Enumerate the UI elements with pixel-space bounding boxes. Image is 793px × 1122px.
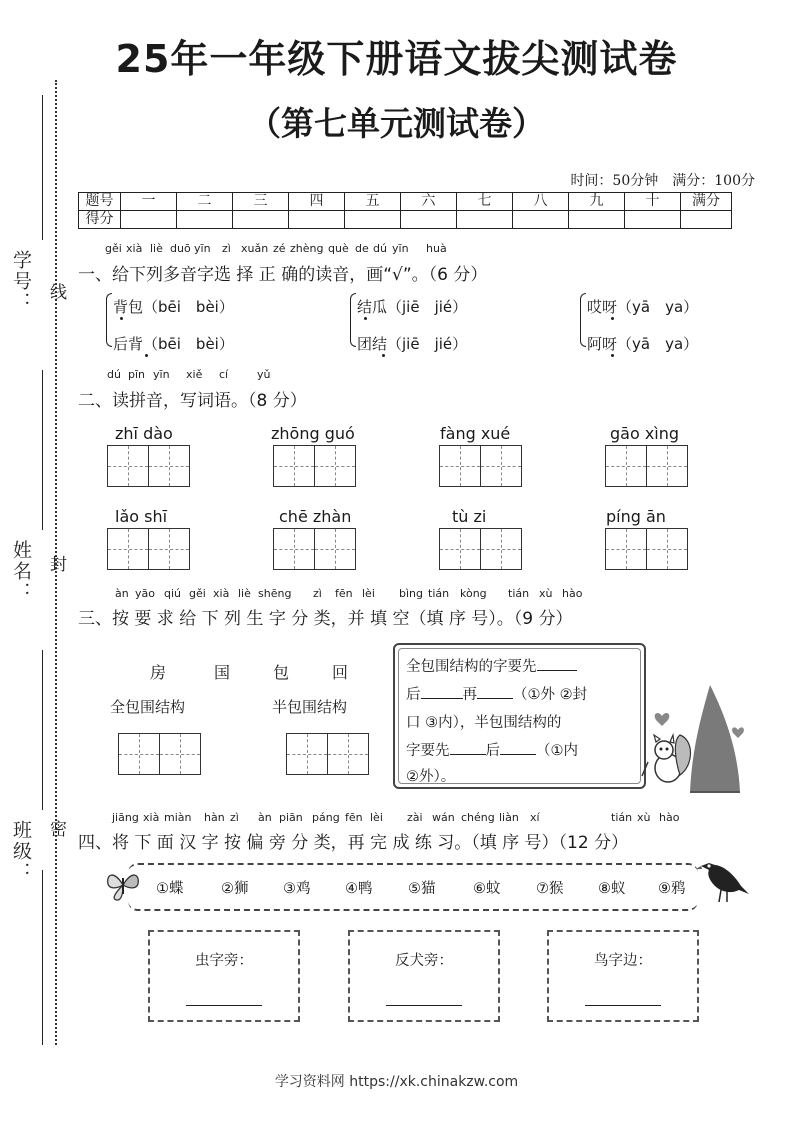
pinyin: fēn: [345, 811, 363, 824]
category-box-bird: [547, 930, 699, 1022]
pinyin: yāo: [135, 587, 155, 600]
rule-text: （①内: [536, 743, 578, 759]
pinyin: zì: [222, 242, 231, 255]
category-label: 鸟字边：: [594, 953, 652, 969]
score-header-row: [79, 193, 732, 211]
pinyin: lèi: [362, 587, 375, 600]
table-cell: 八: [513, 193, 569, 211]
binding-bottom-line: [42, 870, 43, 1045]
char-item: ③鸡: [283, 881, 311, 897]
pinyin: xí: [530, 811, 540, 824]
rule-text: （①外 ②封: [513, 687, 588, 703]
pinyin: wán: [432, 811, 455, 824]
score-input-cell[interactable]: [625, 211, 681, 229]
pinyin: gěi: [189, 587, 206, 600]
emphasis-dot: [364, 317, 367, 320]
word-pinyin: chē zhàn: [279, 507, 352, 526]
crow-icon: [695, 856, 751, 906]
pinyin: xuǎn: [241, 242, 269, 255]
section-3-title: 三、按 要 求 给 下 列 生 字 分 类，并 填 空（填 序 号）。（9 分）: [78, 609, 573, 629]
char-item: ⑧蚁: [598, 881, 626, 897]
pinyin: àn: [115, 587, 129, 600]
table-cell: 九: [569, 193, 625, 211]
table-cell: 六: [401, 193, 457, 211]
pinyin: yīn: [392, 242, 409, 255]
polyphone-item[interactable]: 阿呀（yā ya）: [587, 335, 699, 353]
pinyin: xià: [126, 242, 143, 255]
rule-text: 全包围结构的字要先: [406, 659, 537, 675]
word-pinyin: zhōng guó: [271, 424, 355, 443]
word-pinyin: tù zi: [452, 507, 487, 526]
category-box-dog: [348, 930, 500, 1022]
sort-char: 回: [332, 663, 349, 682]
rule-text: 字要先: [406, 743, 450, 759]
table-cell: 满分: [681, 193, 732, 211]
pinyin: qiú: [164, 587, 182, 600]
score-input-cell[interactable]: [569, 211, 625, 229]
margin-xian: 线: [46, 283, 66, 300]
polyphone-item[interactable]: 背包（bēi bèi）: [113, 298, 234, 316]
answer-line[interactable]: [585, 1005, 661, 1006]
xingming-line: [42, 370, 43, 530]
pinyin: hào: [562, 587, 583, 600]
pinyin: miàn: [164, 811, 192, 824]
pinyin: dú: [107, 368, 121, 381]
pinyin: tián: [428, 587, 450, 600]
score-row: [79, 211, 732, 229]
pinyin: zì: [230, 811, 239, 824]
rule-line-5: ②外）。: [406, 769, 456, 785]
category-label: 虫字旁：: [195, 953, 253, 969]
section-2-title: 二、读拼音，写词语。（8 分）: [78, 391, 307, 411]
pinyin: dú: [373, 242, 387, 255]
exam-meta: [570, 170, 755, 190]
pinyin: liàn: [499, 811, 519, 824]
pinyin: piān: [279, 811, 303, 824]
pinyin: liè: [238, 587, 251, 600]
full-score-text: 满分：100分: [672, 173, 755, 189]
char-item: ①蝶: [156, 881, 184, 897]
name-label: 姓名：: [10, 540, 32, 603]
rule-line-2: [406, 683, 587, 704]
tianzige[interactable]: [439, 528, 520, 570]
polyphone-item[interactable]: 团结（jiē jié）: [357, 335, 468, 353]
blank[interactable]: [450, 740, 486, 755]
pinyin: hào: [659, 811, 680, 824]
score-input-cell[interactable]: [401, 211, 457, 229]
class-label: 班级：: [10, 820, 32, 883]
word-pinyin: píng ān: [606, 507, 666, 526]
banji-line: [42, 650, 43, 810]
rule-line-1: [406, 655, 577, 676]
pinyin: duō: [170, 242, 191, 255]
word-pinyin: fàng xué: [440, 424, 511, 443]
pinyin: cí: [219, 368, 229, 381]
tianzige[interactable]: [605, 445, 686, 487]
butterfly-icon: [104, 866, 142, 904]
table-cell: 一: [121, 193, 177, 211]
emphasis-dot: [611, 354, 614, 357]
section-1-title-b: 选 择 正 确的读音，画“√”。（6 分）: [214, 265, 488, 285]
brace: [350, 293, 356, 347]
pinyin: yīn: [153, 368, 170, 381]
pinyin: lèi: [370, 811, 383, 824]
char-item: ⑤猫: [408, 881, 436, 897]
score-input-cell[interactable]: [233, 211, 289, 229]
pinyin: zì: [313, 587, 322, 600]
pinyin: hàn: [204, 811, 225, 824]
tianzige[interactable]: [273, 528, 354, 570]
squirrel-tree-illustration: [640, 680, 750, 800]
char-item: ④鸭: [345, 881, 373, 897]
blank[interactable]: [477, 684, 513, 699]
section-1-title: [78, 260, 487, 285]
section-4-title: 四、将 下 面 汉 字 按 偏 旁 分 类，再 完 成 练 习。（填 序 号）（12 分）: [78, 833, 629, 853]
answer-line[interactable]: [386, 1005, 462, 1006]
pinyin: què: [328, 242, 349, 255]
pinyin: zhèng: [290, 242, 324, 255]
pinyin: zài: [407, 811, 423, 824]
table-cell: 四: [289, 193, 345, 211]
pinyin: jiāng: [112, 811, 139, 824]
category-box-insect: [148, 930, 300, 1022]
pinyin: xià: [143, 811, 160, 824]
rule-line-4: [406, 739, 578, 760]
label-half-enclosure: 半包围结构: [272, 698, 348, 716]
answer-box-full[interactable]: [118, 733, 199, 775]
blank[interactable]: [500, 740, 536, 755]
tianzige[interactable]: [107, 445, 188, 487]
polyphone-item[interactable]: 后背（bēi bèi）: [113, 335, 234, 353]
rule-text: 后: [485, 743, 500, 759]
emphasis-dot: [145, 354, 148, 357]
score-input-cell[interactable]: [177, 211, 233, 229]
polyphone-item[interactable]: 哎呀（yā ya）: [587, 298, 699, 316]
page-footer: 学习资料网 https://xk.chinakzw.com: [274, 1074, 519, 1090]
emphasis-dot: [611, 317, 614, 320]
tianzige[interactable]: [439, 445, 520, 487]
score-input-cell[interactable]: [289, 211, 345, 229]
rule-line-3: 口 ③内），半包围结构的: [406, 715, 562, 731]
char-item: ②狮: [221, 881, 249, 897]
emphasis-dot: [382, 354, 385, 357]
pinyin: yǔ: [257, 368, 271, 381]
pinyin: fēn: [335, 587, 353, 600]
brace: [580, 293, 586, 347]
pinyin: de: [355, 242, 369, 255]
pinyin: xiě: [186, 368, 203, 381]
word-pinyin: lǎo shī: [115, 507, 168, 526]
pinyin: gěi: [105, 242, 122, 255]
table-cell: 三: [233, 193, 289, 211]
table-cell: 题号: [79, 193, 121, 211]
rule-text: 再: [462, 687, 477, 703]
table-cell: 十: [625, 193, 681, 211]
pinyin: tián: [611, 811, 633, 824]
score-input-cell[interactable]: [681, 211, 732, 229]
sort-char: 包: [273, 663, 290, 682]
time-text: 时间：50分钟: [570, 173, 659, 189]
char-item: ⑦猴: [536, 881, 564, 897]
polyphone-item[interactable]: 结瓜（jiē jié）: [357, 298, 468, 316]
answer-box-half[interactable]: [286, 733, 367, 775]
page-subtitle: （第七单元测试卷）: [248, 104, 545, 143]
tianzige[interactable]: [273, 445, 354, 487]
char-item: ⑨鸦: [658, 881, 686, 897]
pinyin: bìng: [399, 587, 423, 600]
score-input-cell[interactable]: [513, 211, 569, 229]
margin-mi: 密: [46, 820, 66, 837]
pinyin: zé: [273, 242, 286, 255]
score-table: [78, 192, 732, 229]
margin-feng: 封: [46, 555, 66, 572]
pinyin: kòng: [460, 587, 487, 600]
score-input-cell[interactable]: [121, 211, 177, 229]
pinyin: xià: [213, 587, 230, 600]
pinyin: xù: [637, 811, 651, 824]
pinyin: liè: [150, 242, 163, 255]
word-pinyin: zhī dào: [115, 424, 173, 443]
score-input-cell[interactable]: [345, 211, 401, 229]
category-label: 反犬旁：: [395, 953, 453, 969]
page-title: 25年一年级下册语文拔尖测试卷: [115, 37, 678, 81]
pinyin: yīn: [194, 242, 211, 255]
table-cell: 七: [457, 193, 513, 211]
pinyin: àn: [258, 811, 272, 824]
table-cell: 五: [345, 193, 401, 211]
blank[interactable]: [421, 684, 463, 699]
blank[interactable]: [537, 656, 577, 671]
sort-char: 国: [214, 663, 231, 682]
section-1-title-a: 一、给下列多音字: [78, 265, 214, 285]
table-cell: 二: [177, 193, 233, 211]
pinyin: tián: [508, 587, 530, 600]
pinyin: huà: [426, 242, 447, 255]
pinyin: chéng: [461, 811, 495, 824]
emphasis-dot: [120, 317, 123, 320]
word-pinyin: gāo xìng: [610, 424, 680, 443]
label-full-enclosure: 全包围结构: [110, 698, 186, 716]
table-cell: 得分: [79, 211, 121, 229]
brace: [106, 293, 112, 347]
tianzige[interactable]: [605, 528, 686, 570]
char-item: ⑥蚊: [473, 881, 501, 897]
xuehao-label: 学号：: [10, 250, 32, 313]
tianzige[interactable]: [107, 528, 188, 570]
rule-text: 后: [406, 687, 421, 703]
pinyin: xù: [539, 587, 553, 600]
pinyin: pīn: [128, 368, 146, 381]
pinyin: páng: [312, 811, 340, 824]
answer-line[interactable]: [186, 1005, 262, 1006]
sort-char: 房: [150, 663, 167, 682]
score-input-cell[interactable]: [457, 211, 513, 229]
pinyin: shēng: [258, 587, 292, 600]
